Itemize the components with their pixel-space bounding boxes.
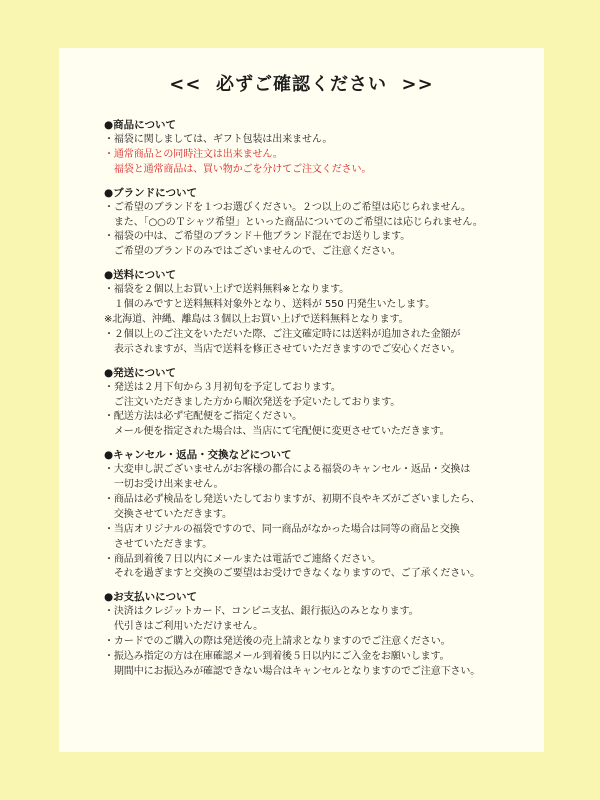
notice-line: メール便を指定された場合は、当店にて宅配便に変更させていただきます。 [104,426,450,438]
notice-line: ・福袋の中は、ご希望のブランド＋他ブランド混在でお送りします。 [104,231,411,243]
notice-section [104,590,544,679]
notice-line: させていただきます。 [104,538,213,550]
notice-section [104,448,544,582]
notice-line: ・ご希望のブランドを１つお選びください。２つ以上のご希望は応じられません。 [104,201,471,213]
warning-line: ・通常商品との同時注文は出来ません。 [104,148,283,160]
section-heading: ●ブランドについて [104,186,197,199]
section-heading: ●商品について [104,119,176,131]
notice-line: ご希望のブランドのみではございませんので、ご注意ください。 [104,246,401,258]
section-heading: ●送料について [104,269,176,282]
section-heading: ●キャンセル・返品・交換などについて [104,449,292,462]
warning-line: 福袋と通常商品は、買い物かごを分けてご注文ください。 [104,163,372,175]
notice-line: ・発送は２月下旬から３月初旬を予定しております。 [104,381,341,393]
notice-line: ・福袋に関しましては、ギフト包装は出来ません。 [104,134,333,145]
section-heading: ●発送について [104,366,176,379]
notice-line: ・振込み指定の方は在庫確認メール到着後５日以内にご入金をお願いします。 [104,651,450,663]
notice-line: １個のみですと送料無料対象外となり、送料が 550 円発生いたします。 [104,299,436,311]
notice-line: 一切お受け出来ません。 [104,479,224,491]
notice-line: また、「○○のＴシャツ希望」といった商品についてのご希望には応じられません。 [104,216,483,228]
notice-line: ・配送方法は必ず宅配便をご指定ください。 [104,411,302,423]
page-title: << 必ずご確認ください >> [169,74,434,95]
notice-line: ・２個以上のご注文をいただいた際、ご注文確定時には送料が追加された金額が [104,328,461,340]
notice-section [104,268,544,357]
notice-sections [104,118,544,688]
notice-line: ご注文いただきました方から順次発送を予定いたしております。 [104,396,401,408]
notice-line: 代引きはご利用いただけません。 [104,621,263,633]
notice-line: ・商品到着後７日以内にメールまたは電話でご連絡ください。 [104,553,381,565]
notice-line: ・大変申し訳ございませんがお客様の都合による福袋のキャンセル・返品・交換は [104,464,471,476]
notice-section [104,118,544,178]
notice-section [104,366,544,441]
notice-line: ※北海道、沖縄、離島は３個以上お買い上げで送料無料となります。 [104,314,409,326]
notice-line: ・決済はクレジットカード、コンビニ支払、銀行振込のみとなります。 [104,606,419,618]
notice-line: ・当店オリジナルの福袋ですので、同一商品がなかった場合は同等の商品と交換 [104,523,460,535]
notice-line: 交換させていただきます。 [104,508,232,520]
notice-section [104,186,544,261]
notice-line: ・カードでのご購入の際は発送後の売上請求となりますのでご注意ください。 [104,636,451,648]
notice-line: ・商品は必ず検品をし発送いたしておりますが、初期不良やキズがございましたら、 [104,494,480,506]
notice-line: それを過ぎますと交換のご要望はお受けできなくなりますので、ご了承ください。 [104,568,480,580]
notice-line: 期間中にお振込みが確認できない場合はキャンセルとなりますのでご注意下さい。 [104,665,481,677]
notice-line: 表示されますが、当店で送料を修正させていただきますのでご安心ください。 [104,343,461,355]
notice-card [59,48,544,752]
notice-line: ・福袋を２個以上お買い上げで送料無料※となります。 [104,284,350,296]
section-heading: ●お支払いについて [104,591,197,604]
